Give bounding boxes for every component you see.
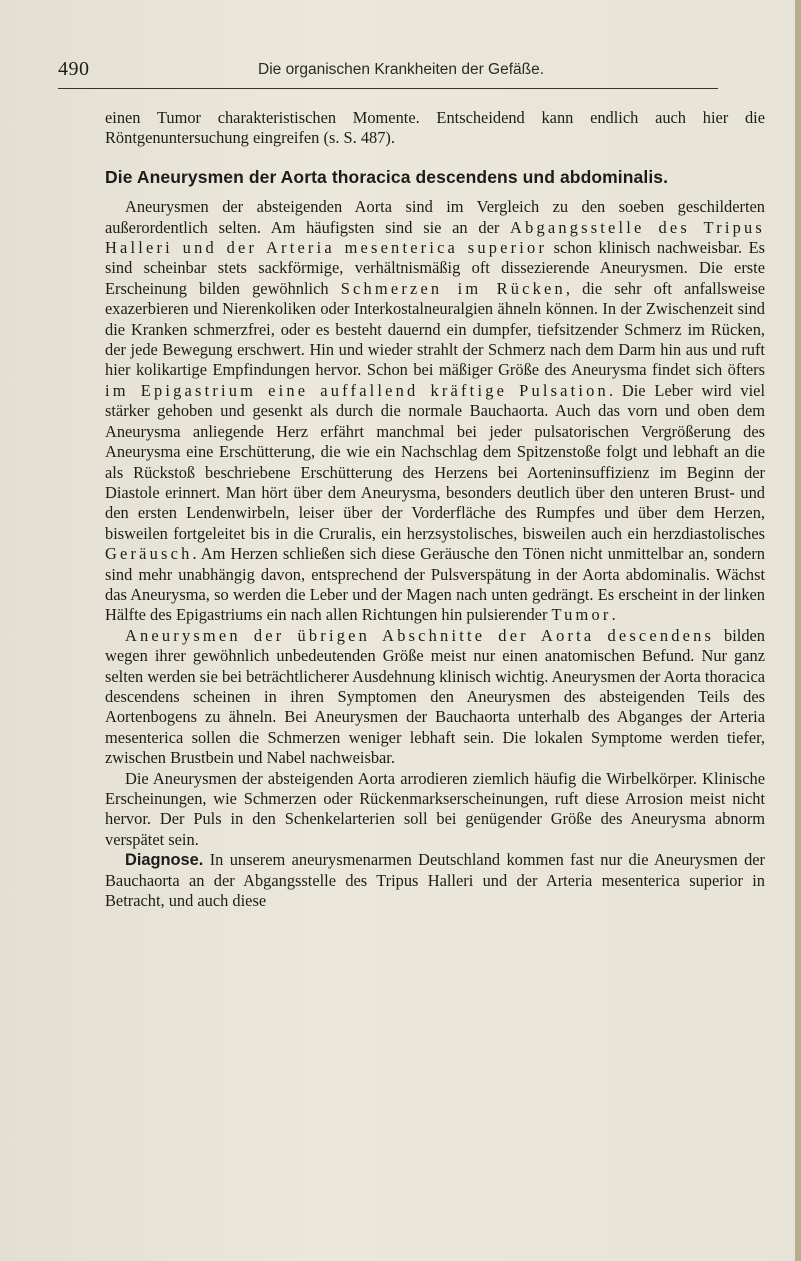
page-body bbox=[105, 108, 765, 911]
paragraph-other-sections bbox=[105, 626, 765, 769]
emphasis-schmerzen: Schmerzen im Rücken bbox=[340, 278, 566, 298]
text-run: bilden wegen ihrer gewöhnlich unbedeutenden Größe meist nur einen anatomischen Befund. Nur ganz selten werden sie bei beträchtlicherer Ausdehnung klinisch wichtig. Aneurysmen der Aorta thoracica descendens scheinen in ihren Symptomen den Aneurysmen des absteigenden Teils des Aortenbogens zu ähneln. Bei Aneurysmen der Bauchaorta unterhalb des Abganges der Arteria mesenterica sollen die Schmerzen weniger lebhaft sein. Die lokalen Symptome werden tiefer, zwischen Brustbein und Nabel nachweisbar. bbox=[105, 625, 765, 768]
paragraph-diagnose bbox=[105, 850, 765, 911]
text-run: . Am Herzen schließen sich diese Geräusche den Tönen nicht unmittelbar an, sondern sind mehr unabhängig davon, entsprechend der Pulsverspätung in der Aorta abdominalis. Wächst das Aneurysma, so werden die Leber und der Magen nach unten gedrängt. Es erscheint in der linken Hälfte des Epigastriums ein nach allen Richtungen hin pulsierender bbox=[105, 544, 765, 625]
page-edge bbox=[795, 0, 801, 1261]
page-number: 490 bbox=[58, 58, 90, 80]
paragraph-symptoms bbox=[105, 197, 765, 626]
text-run: Aneurysmen der absteigenden Aorta sind im Vergleich zu den soeben geschilderten außerordentlich selten. Am häufigsten sind sie an der bbox=[105, 197, 765, 237]
paragraph-arrosion: Die Aneurysmen der absteigenden Aorta arrodieren ziemlich häufig die Wirbelkörper. Klinische Erscheinungen, wie Schmerzen oder Rückenmarkserscheinungen, ruft diese Arrosion meist nicht hervor. Der Puls in den Schenkelarterien soll bei genügender Größe des Aneurysma abnorm verspätet sein. bbox=[105, 768, 765, 849]
emphasis-pulsation: im Epigastrium eine auffallend kräftige Pulsation bbox=[105, 380, 609, 400]
page-header bbox=[58, 58, 718, 89]
text-run: schon klinisch nachweisbar. Es sind scheinbar stets sackförmige, verhältnismäßig oft dissezierende Aneurysmen. Die erste Erscheinung bilden gewöhnlich bbox=[105, 238, 765, 298]
text-run: In unserem aneurysmenarmen Deutschland kommen fast nur die Aneurysmen der Bauchaorta an der Abgangsstelle des Tripus Halleri und der Arteria mesenterica superior in Betracht, und auch diese bbox=[105, 850, 765, 911]
emphasis-geraeusch: Geräusch bbox=[105, 544, 193, 564]
text-run: . Die Leber wird viel stärker gehoben und gesenkt als durch die normale Bauchaorta. Auch das vorn und oben dem Aneurysma anliegende Herz erfährt manchmal bei jeder pulsatorischen Vergrößerung des Aneurysma eine Erschütterung, die wie ein Nachschlag dem Spitzenstoße folgt und lebhaft an die als Rückstoß beschriebene Erschütterung des Herzens bei Aorteninsuffizienz im Beginn der Diastole erinnert. Man hört über dem Aneurysma, besonders deutlich über den unteren Brust- und den ersten Lendenwirbeln, leiser über der Vorderfläche des Rumpfes und über dem Herzen, bisweilen fortgeleitet bis in die Cruralis, ein herzsystolisches, bisweilen auch ein herzdiastolisches bbox=[105, 380, 765, 543]
emphasis-tumor: Tumor bbox=[551, 605, 612, 625]
text-run: , die sehr oft anfallsweise exazerbieren und Nierenkoliken oder Interkostalneuralgien ähneln können. In der Zwischenzeit sind die Kranken schmerzfrei, oder es besteht dauernd ein dumpfer, tiefsitzender Schmerz im Rücken, der jede Bewegung erschwert. Hin und wieder strahlt der Schmerz nach dem Darm hin aus und ruft hier kolikartige Empfindungen hervor. Schon bei mäßiger Größe des Aneurysma findet sich öfters bbox=[105, 278, 765, 380]
running-title: Die organischen Krankheiten der Gefäße. bbox=[258, 61, 545, 78]
diagnose-heading: Diagnose. bbox=[125, 851, 204, 870]
intro-paragraph: einen Tumor charakteristischen Momente. Entscheidend kann endlich auch hier die Röntgenuntersuchung eingreifen (s. S. 487). bbox=[105, 108, 765, 148]
emphasis-other-sections: Aneurysmen der übrigen Abschnitte der Aorta descendens bbox=[125, 625, 715, 645]
text-run: . bbox=[611, 605, 616, 625]
emphasis-abgangsstelle: Abgangsstelle des Tripus Halleri und der Arteria mesenterica superior bbox=[105, 217, 765, 258]
section-heading: Die Aneurysmen der Aorta thoracica descendens und abdominalis. bbox=[105, 166, 669, 187]
